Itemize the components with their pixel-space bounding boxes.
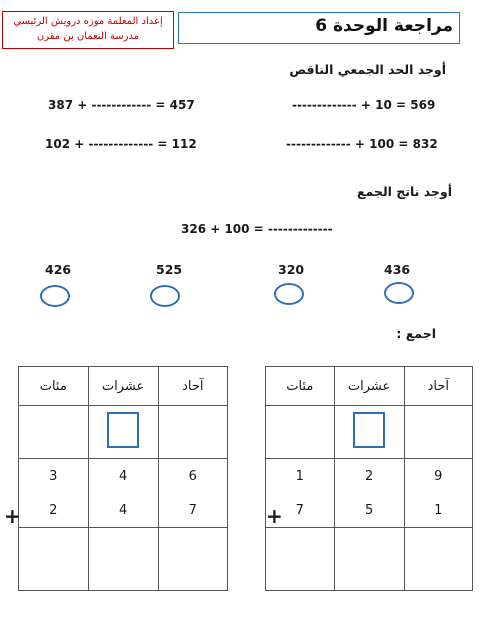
- digit-cell: 3: [19, 459, 89, 494]
- carry-box[interactable]: [353, 412, 385, 448]
- carry-box[interactable]: [107, 412, 139, 448]
- digit-cell: 1: [404, 493, 472, 528]
- choice-label-3: 320: [278, 262, 305, 277]
- plus-sign-right: +: [266, 504, 283, 528]
- header-hundreds: مئات: [266, 367, 335, 406]
- digit-cell: 9: [404, 459, 472, 494]
- digit-cell: 6: [158, 459, 227, 494]
- sum-equation: 326 + 100 = -------------: [181, 222, 333, 236]
- choice-circle-4[interactable]: [384, 282, 414, 304]
- choice-label-2: 525: [156, 262, 183, 277]
- page-title: مراجعة الوحدة 6: [315, 16, 453, 36]
- digit-cell: 2: [334, 459, 404, 494]
- answer-cell[interactable]: [266, 528, 335, 591]
- choice-circle-1[interactable]: [40, 285, 70, 307]
- section1-heading: أوجد الحد الجمعي الناقص: [289, 62, 446, 77]
- plus-sign-left: +: [4, 504, 21, 528]
- choice-circle-3[interactable]: [274, 283, 304, 305]
- answer-cell[interactable]: [158, 528, 227, 591]
- choice-circle-2[interactable]: [150, 285, 180, 307]
- answer-cell[interactable]: [334, 528, 404, 591]
- addition-table-right: [265, 366, 473, 591]
- section2-heading: أوجد ناتج الجمع: [357, 184, 452, 199]
- header-hundreds: مئات: [19, 367, 89, 406]
- choice-label-1: 426: [45, 262, 72, 277]
- digit-cell: 7: [158, 493, 227, 528]
- equation-4: ------------- + 100 = 832: [286, 137, 438, 151]
- teacher-credit-box: [2, 11, 174, 49]
- digit-cell: 1: [266, 459, 335, 494]
- digit-cell: 4: [88, 493, 158, 528]
- school-name: مدرسة النعمان بن مقرن: [36, 31, 140, 42]
- section3-heading: اجمع :: [396, 326, 436, 341]
- equation-1: 387 + ------------ = 457: [48, 98, 195, 112]
- digit-cell: 2: [19, 493, 89, 528]
- digit-cell: 5: [334, 493, 404, 528]
- addition-table-left: [18, 366, 228, 591]
- digit-cell: 7: [266, 493, 335, 528]
- header-tens: عشرات: [334, 367, 404, 406]
- title-box: [178, 12, 460, 44]
- header-ones: آحاد: [404, 367, 472, 406]
- answer-cell[interactable]: [19, 528, 89, 591]
- digit-cell: 4: [88, 459, 158, 494]
- answer-cell[interactable]: [404, 528, 472, 591]
- equation-3: 102 + ------------- = 112: [45, 137, 197, 151]
- answer-cell[interactable]: [88, 528, 158, 591]
- equation-2: ------------- + 10 = 569: [292, 98, 436, 112]
- header-ones: آحاد: [158, 367, 227, 406]
- choice-label-4: 436: [384, 262, 411, 277]
- header-tens: عشرات: [88, 367, 158, 406]
- teacher-name: إعداد المعلمة موزه درويش الرئيسي: [13, 16, 163, 27]
